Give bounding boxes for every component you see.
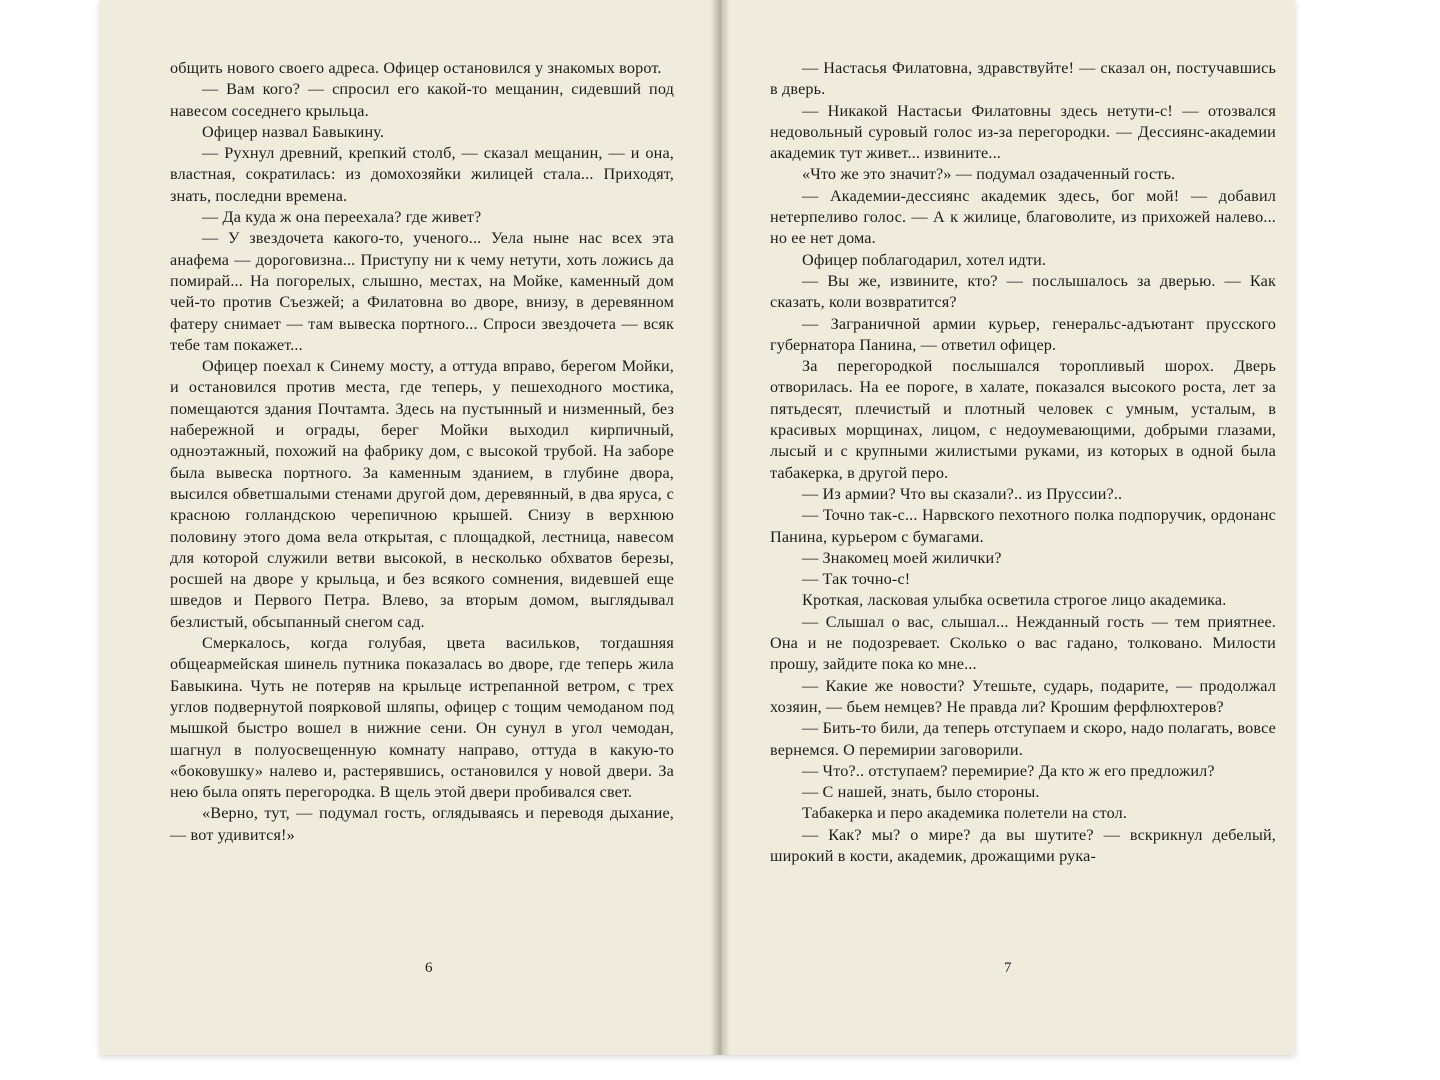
paragraph: Табакерка и перо академика полетели на стол. <box>802 804 1128 823</box>
left-page-text <box>170 58 674 846</box>
paragraph: общить нового своего адреса. Офицер остановился у знакомых ворот. <box>170 59 662 77</box>
paragraph: — Точно так-с... Нарвского пехотного полка подпоручик, ордонанс Панина, курьером с бумагами. <box>770 506 1276 546</box>
paragraph: — С нашей, знать, было стороны. <box>802 783 1040 802</box>
paragraph: — Что?.. отступаем? перемирие? Да кто ж его предложил? <box>802 761 1215 780</box>
paragraph: — Какие же новости? Утешьте, сударь, подарите, — продолжал хозяин, — бьем немцев? Не правда ли? Крошим ферфлюхтеров? <box>770 676 1276 716</box>
left-page-number: 6 <box>425 960 433 976</box>
book-spine-fold <box>710 0 730 1055</box>
paragraph: Офицер поехал к Синему мосту, а оттуда вправо, берегом Мойки, и остановился против места, где теперь, у пешеходного мостика, помещаются здания Почтамта. Здесь на пустынный и низменный, без набережной и ограды, берег Мойки выходил кирпичный, одноэтажный, похожий на фабрику дом, с высокой трубой. На заборе была вывеска портного. За каменным зданием, в глубине двора, высился обветшалыми стенами другой дом, деревянный, в два яруса, с красною голландскою черепичною крышей. Снизу в верхнюю половину этого дома вела открытая, с площадкой, лестница, навесом для которой служили ветви высокой, в несколько обхватов березы, росшей на дворе у крыльца, и без всякого сомнения, видевшей еще шведов и Первого Петра. Влево, за вторым домом, выглядывал безлистый, обсыпанный снегом сад. <box>170 357 674 631</box>
paragraph: — Знакомец моей жилички? <box>802 548 1002 567</box>
paragraph: — Настасья Филатовна, здравствуйте! — сказал он, постучавшись в дверь. <box>770 59 1276 99</box>
paragraph: — Из армии? Что вы сказали?.. из Пруссии?.. <box>802 484 1123 503</box>
paragraph: Смеркалось, когда голубая, цвета васильков, тогдашняя общеармейская шинель путника показалась во дворе, где теперь жила Бавыкина. Чуть не потеряв на крыльце истрепанной ветром, с трех углов подвернутой поярковой шляпы, офицер с тощим чемоданом под мышкой быстро вошел в нижние сени. Он сунул в угол чемодан, шагнул в полуосвещенную комнату направо, оттуда в какую-то «боковушку» налево и, растерявшись, остановился у новой двери. За нею была опять перегородка. В щель этой двери пробивался свет. <box>170 634 674 802</box>
paragraph: — Рухнул древний, крепкий столб, — сказал мещанин, — и она, властная, сократилась: из домохозяйки жилицей стала... Приходят, знать, последни времена. <box>170 144 674 205</box>
paragraph: — Никакой Настасьи Филатовны здесь нетути-с! — отозвался недовольный суровый голос из-за перегородки. — Дессиянс-академии академик тут живет... извините... <box>770 101 1276 163</box>
paragraph: — Вы же, извините, кто? — послышалось за дверью. — Как сказать, коли возвратится? <box>770 271 1276 312</box>
paragraph: — Слышал о вас, слышал... Нежданный гость — тем приятнее. Она и не подозревает. Сколько о вас гадано, толковано. Милости прошу, зайдите пока ко мне... <box>770 612 1276 674</box>
open-book <box>100 0 1295 1055</box>
paragraph: «Что же это значит?» — подумал озадаченный гость. <box>802 165 1176 184</box>
paragraph: — Бить-то били, да теперь отступаем и скоро, надо полагать, вовсе вернемся. О перемирии заговорили. <box>770 719 1276 759</box>
paragraph: Офицер поблагодарил, хотел идти. <box>802 250 1047 269</box>
paragraph: — Академии-дессиянс академик здесь, бог мой! — добавил нетерпеливо голос. — А к жилице, благоволите, из прихожей налево... но ее нет дома. <box>770 186 1276 248</box>
paragraph: — Да куда ж она переехала? где живет? <box>202 208 482 227</box>
paragraph: — Вам кого? — спросил его какой-то мещанин, сидевший под навесом соседнего крыльца. <box>170 80 674 120</box>
paragraph: Офицер назвал Бавыкину. <box>202 122 385 141</box>
paragraph: — У звездочета какого-то, ученого... Уела ныне нас всех эта анафема — дороговизна... Приступу ни к чему нетути, хоть ложись да помирай... На погорелых, слышно, местах, на Мойке, каменный дом чей-то против Съезжей; а Филатовна во дворе, внизу, в деревянном фатеру снимает — там вывеска портного... Спроси звездочета — всяк тебе там покажет... <box>170 229 674 354</box>
paragraph: За перегородкой послышался торопливый шорох. Дверь отворилась. На ее пороге, в халате, показался высокого роста, лет за пятьдесят, плечистый и плотный человек с умным, усталым, в красивых морщинах, лицом, с недоумевающими, добрыми глазами, лысый и с крупными жилистыми руками, из которых в одной была табакерка, в другой перо. <box>770 357 1276 482</box>
paragraph: — Как? мы? о мире? да вы шутите? — вскрикнул дебелый, широкий в кости, академик, дрожащими рука- <box>770 825 1276 865</box>
right-page-text <box>770 58 1276 867</box>
right-page-number: 7 <box>1004 960 1012 976</box>
paragraph: «Верно, тут, — подумал гость, оглядываясь и переводя дыхание, — вот удивится!» <box>170 804 674 844</box>
paragraph: Кроткая, ласковая улыбка осветила строгое лицо академика. <box>802 591 1227 610</box>
paragraph: — Так точно-с! <box>802 570 911 589</box>
paragraph: — Заграничной армии курьер, генеральс-адъютант прусского губернатора Панина, — ответил офицер. <box>770 314 1276 354</box>
